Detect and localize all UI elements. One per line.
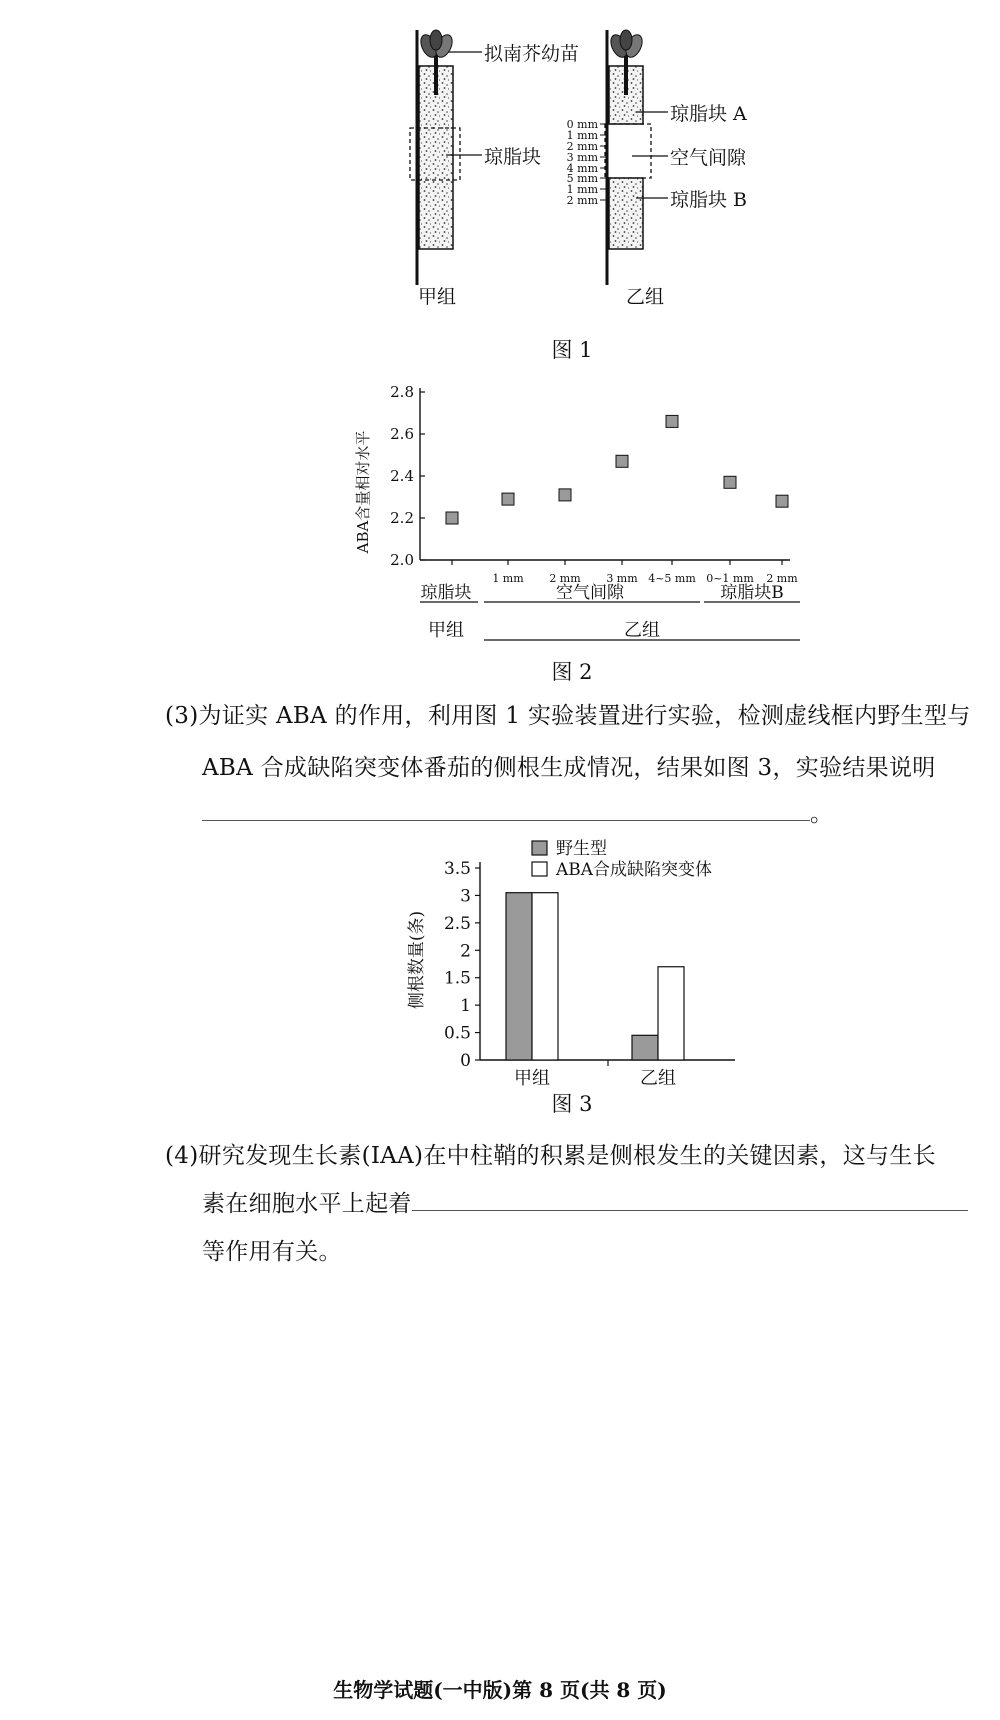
fig2-group-label: 甲组 [428, 620, 464, 641]
question4-answer-blank[interactable] [412, 1184, 968, 1211]
fig2-group-label: 乙组 [624, 620, 660, 641]
fig2-data-point [616, 455, 628, 467]
figure2-chart [0, 370, 1000, 640]
fig2-data-point [776, 495, 788, 507]
scale-tick-label: 3 mm [566, 151, 598, 164]
scale-tick-label: 1 mm [566, 183, 598, 196]
scale-tick-label: 0 mm [566, 118, 598, 131]
fig2-x-tick-label: 2 mm [766, 572, 798, 585]
fig2-region-label: 空气间隙 [556, 583, 624, 603]
question4-line2 [202, 1180, 968, 1228]
question4-line2-text: 素在细胞水平上起着 [202, 1191, 412, 1217]
figure1-diagram [0, 0, 1000, 310]
group-jia-label: 甲组 [418, 286, 457, 308]
question3-line2: ABA 合成缺陷突变体番茄的侧根生成情况，结果如图 3，实验结果说明 [202, 755, 936, 781]
fig2-y-axis-label: ABA含量相对水平 [354, 430, 372, 554]
scale-tick-label: 2 mm [566, 194, 598, 207]
fig2-data-point [724, 476, 736, 488]
fig2-x-tick-label: 2 mm [549, 572, 581, 585]
fig3-y-tick-label: 3 [460, 886, 471, 907]
fig3-y-tick-label: 2.5 [443, 913, 471, 934]
figure3-caption: 图 3 [551, 1092, 593, 1116]
fig2-data-point [559, 489, 571, 501]
fig3-y-tick-label: 2 [460, 941, 471, 962]
fig3-y-tick-label: 3.5 [443, 859, 471, 879]
question3-answer-blank[interactable] [202, 794, 810, 821]
scale-tick-label: 2 mm [566, 140, 598, 153]
agar-b-label: 琼脂块 B [670, 189, 748, 211]
fig2-x-tick-label: 0~1 mm [706, 572, 754, 585]
fig2-y-tick-label: 2.4 [390, 467, 414, 485]
fig2-y-tick-label: 2.2 [390, 509, 414, 527]
air-gap-label: 空气间隙 [670, 147, 747, 169]
fig3-x-tick-label: 乙组 [640, 1068, 676, 1089]
scale-tick-label: 5 mm [566, 172, 598, 185]
fig2-data-point [446, 512, 458, 524]
yi-air-gap-box [605, 124, 651, 178]
fig3-bar [658, 967, 684, 1060]
fig2-region-label: 琼脂块 [420, 583, 472, 603]
fig2-y-tick-label: 2.8 [390, 383, 414, 401]
figure1-caption: 图 1 [551, 338, 593, 362]
agar-label: 琼脂块 [484, 146, 542, 168]
seedling-label: 拟南芥幼苗 [484, 43, 580, 65]
fig3-bar [632, 1035, 658, 1060]
fig3-y-tick-label: 0 [460, 1051, 471, 1071]
fig2-y-tick-label: 2.6 [390, 425, 414, 443]
fig2-x-tick-label: 4~5 mm [648, 572, 696, 585]
figure2-caption: 图 2 [551, 660, 593, 684]
fig3-bar [506, 893, 532, 1060]
question3-end-mark: 。 [810, 801, 834, 827]
fig3-y-tick-label: 0.5 [443, 1023, 471, 1044]
fig3-y-tick-label: 1 [460, 996, 471, 1017]
fig2-data-point [502, 493, 514, 505]
scale-tick-label: 4 mm [566, 162, 598, 175]
agar-a-label: 琼脂块 A [670, 103, 747, 125]
scale-tick-label: 1 mm [566, 129, 598, 142]
question3-answer-line [202, 790, 833, 838]
fig3-y-axis-label: 侧根数量(条) [407, 910, 427, 1010]
fig2-y-tick-label: 2.0 [390, 551, 414, 569]
fig2-data-point [666, 415, 678, 427]
group-yi-label: 乙组 [626, 286, 665, 308]
fig3-legend-swatch [532, 862, 547, 876]
question4-line3: 等作用有关。 [202, 1239, 342, 1265]
fig2-x-tick-label: 3 mm [606, 572, 638, 585]
fig3-x-tick-label: 甲组 [514, 1068, 550, 1089]
page-footer: 生物学试题(一中版)第 8 页(共 8 页) [333, 1678, 667, 1702]
figure3-chart [0, 835, 1000, 1089]
question3-line1: (3)为证实 ABA 的作用，利用图 1 实验装置进行实验，检测虚线框内野生型与 [165, 703, 971, 729]
yi-agar-block-b [609, 178, 643, 249]
fig3-legend-swatch [532, 841, 547, 855]
fig3-y-tick-label: 1.5 [443, 968, 471, 989]
fig3-bar [532, 893, 558, 1060]
question4-line1: (4)研究发现生长素(IAA)在中柱鞘的积累是侧根发生的关键因素，这与生长 [165, 1143, 936, 1169]
fig2-region-label: 琼脂块B [720, 583, 784, 603]
fig2-x-tick-label: 1 mm [492, 572, 524, 585]
fig3-legend-label: ABA合成缺陷突变体 [556, 860, 713, 880]
fig3-legend-label: 野生型 [556, 839, 607, 859]
